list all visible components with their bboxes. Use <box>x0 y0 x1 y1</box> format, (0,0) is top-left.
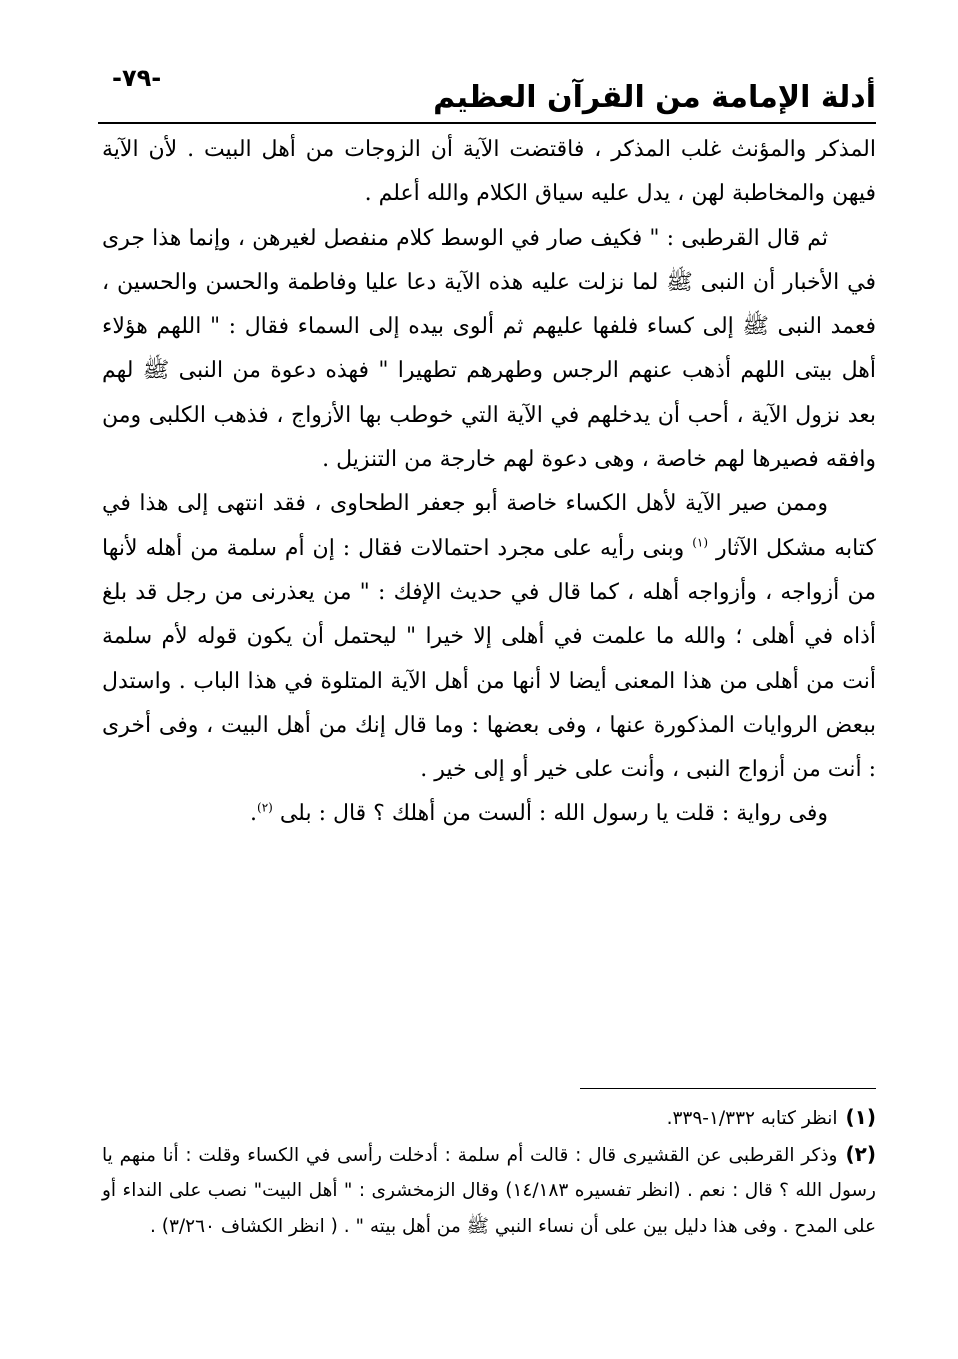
footnote-2-text: وذكر القرطبى عن القشيرى قال : قالت أم سلمة : أدخلت رأسى في الكساء وقلت : أنا منهم يا رسول الله ؟ قال : نعم . (انظر تفسيره ١٤/١٨٣) وقال الزمخشرى : " أهل البيت" نصب على النداء أو على المدح . وفى هذا دليل بين على أن نساء النبي ﷺ من أهل بيته " . ( انظر الكشاف ٣/٢٦٠) . <box>102 1144 876 1237</box>
footnote-2-number: (٢) <box>845 1141 876 1166</box>
paragraph-1: المذكر والمؤنث غلب المذكر ، فاقتضت الآية أن الزوجات من أهل البيت . لأن الآية فيهن والمخاطبة لهن ، يدل عليه سياق الكلام والله أعلم . <box>102 137 876 207</box>
paragraph-2: ثم قال القرطبى : " فكيف صار في الوسط كلام منفصل لغيرهن ، وإنما هذا جرى في الأخبار أن النبى ﷺ لما نزلت عليه هذه الآية دعا عليا وفاطمة والحسن والحسين ، فعمد النبى ﷺ إلى كساء فلفها عليهم ثم ألوى بيده إلى السماء فقال : " اللهم هؤلاء أهل بيتى اللهم أذهب عنهم الرجس وطهرهم تطهيرا " فهذه دعوة من النبى ﷺ لهم بعد نزول الآية ، أحب أن يدخلهم في الآية التي خوطب بها الأزواج ، فذهب الكلبى ومن وافقه فصيرها لهم خاصة ، وهى دعوة لهم خارجة من التنزيل . <box>102 225 876 473</box>
header-divider <box>98 122 876 124</box>
footnote-1-text: انظر كتابه ١/٣٣٢-٣٣٩. <box>666 1108 838 1129</box>
paragraph-3 <box>102 482 876 792</box>
footnote-1 <box>102 1100 876 1137</box>
paragraph-4-part-a: وفى رواية : قلت يا رسول الله : ألست من أهلك ؟ قال : بلى <box>279 801 828 827</box>
running-header-title: أدلة الإمامة من القرآن العظيم <box>433 80 876 115</box>
footnote-divider <box>580 1088 876 1089</box>
paragraph-4 <box>102 792 876 836</box>
main-text <box>102 128 876 837</box>
footnotes <box>102 1100 876 1244</box>
paragraph-4-part-b: . <box>250 801 257 827</box>
footnote-ref-2[interactable]: (٢) <box>257 801 273 816</box>
page-number: -٧٩- <box>112 64 162 92</box>
footnote-1-number: (١) <box>845 1105 876 1129</box>
paragraph-3-part-b: وبنى رأيه على مجرد احتمالات فقال : إن أم سلمة من أهله لأنها من أزواجه ، وأزواجه أهله ، كما قال في حديث الإفك : " من يعذرنى من رجل قد بلغ أذاه في أهلى ؛ والله ما علمت في أهلى إلا خيرا " ليحتمل أن يكون قوله لأم سلمة أنت من أهلى من هذا المعنى أيضا لا أنها من أهل الآية المتلوة في هذا الباب . واستدل ببعض الروايات المذكورة عنها ، وفى بعضها : وما قال إنك من أهل البيت ، وفى أخرى : أنت من أزواج النبى ، وأنت على خير أو إلى خير . <box>102 535 876 783</box>
footnote-2 <box>102 1137 876 1245</box>
footnote-ref-1[interactable]: (١) <box>692 535 709 550</box>
paragraph-3-part-a: وممن صير الآية لأهل الكساء خاصة أبو جعفر الطحاوى ، فقد انتهى إلى هذا في كتابه مشكل الآثار <box>102 491 876 561</box>
